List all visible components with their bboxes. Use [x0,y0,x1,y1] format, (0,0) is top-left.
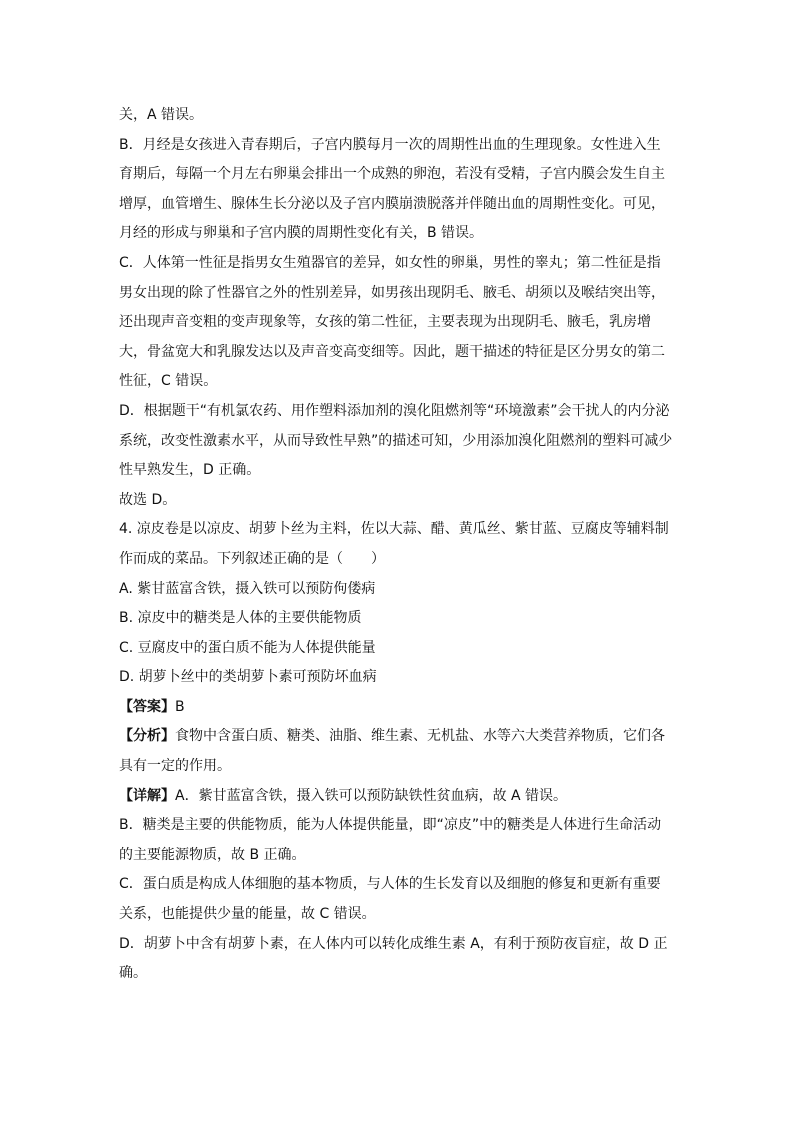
text-line: 大，骨盆宽大和乳腺发达以及声音变高变细等。因此，题干描述的特征是区分男女的第二 [119,343,665,360]
text-line: 性早熟发生，D 正确。 [119,462,261,479]
question-stem: 4. 凉皮卷是以凉皮、胡萝卜丝为主料，佐以大蒜、醋、黄瓜丝、紫甘蓝、豆腐皮等辅料制 [119,521,669,538]
detail-text: A．紫甘蓝富含铁，摄入铁可以预防缺铁性贫血病，故 A 错误。 [175,787,568,804]
detail-line [119,782,679,812]
text-line: 育期后，每隔一个月左右卵巢会排出一个成熟的卵泡，若没有受精，子宫内膜会发生自主 [119,166,665,183]
text-line: B．月经是女孩进入青春期后，子宫内膜每月一次的周期性出血的生理现象。女性进入生 [119,136,661,153]
analysis-label: 【分析】 [119,728,175,745]
text-line: D．胡萝卜中含有胡萝卜素，在人体内可以转化成维生素 A，有利于预防夜盲症，故 D 正 [119,935,668,952]
text-line: 的主要能源物质，故 B 正确。 [119,846,306,863]
analysis-text: 食物中含蛋白质、糖类、油脂、维生素、无机盐、水等六大类营养物质，它们各 [175,728,665,745]
answer-label: 【答案】 [119,698,175,715]
document-body [119,101,679,989]
option-d: D. 胡萝卜丝中的类胡萝卜素可预防坏血病 [119,669,377,686]
text-line: 月经的形成与卵巢和子宫内膜的周期性变化有关，B 错误。 [119,225,484,242]
text-line: 确。 [119,965,147,982]
option-b: B. 凉皮中的糖类是人体的主要供能物质 [119,610,362,627]
text-line: 还出现声音变粗的变声现象等，女孩的第二性征，主要表现为出现阴毛、腋毛，乳房增 [119,314,651,331]
text-line: 具有一定的作用。 [119,758,231,775]
analysis-line [119,722,679,752]
text-line: 性征，C 错误。 [119,373,218,390]
option-c: C. 豆腐皮中的蛋白质不能为人体提供能量 [119,639,376,656]
answer-line [119,693,679,723]
text-line: 系统，改变性激素水平，从而导致性早熟”的描述可知，少用添加溴化阻燃剂的塑料可减少 [119,432,673,449]
text-line: C．人体第一性征是指男女生殖器官的差异，如女性的卵巢，男性的睾丸；第二性征是指 [119,254,661,271]
option-a: A. 紫甘蓝富含铁，摄入铁可以预防佝偻病 [119,580,376,597]
text-line: D．根据题干“有机氯农药、用作塑料添加剂的溴化阻燃剂等“环境激素”会干扰人的内分泌 [119,402,670,419]
text-line: 关系，也能提供少量的能量，故 C 错误。 [119,906,376,923]
text-line: 故选 D。 [119,491,177,508]
text-line: 增厚，血管增生、腺体生长分泌以及子宫内膜崩溃脱落并伴随出血的周期性变化。可见， [119,195,665,212]
text-line: B．糖类是主要的供能物质，能为人体提供能量，即“凉皮”中的糖类是人体进行生命活动 [119,817,662,834]
text-line: 关，A 错误。 [119,107,204,123]
answer-value: B [175,698,185,715]
question-stem: 作而成的菜品。下列叙述正确的是（ ） [119,550,385,567]
text-line: 男女出现的除了性器官之外的性别差异，如男孩出现阴毛、腋毛、胡须以及喉结突出等， [119,284,665,301]
text-line: C．蛋白质是构成人体细胞的基本物质，与人体的生长发育以及细胞的修复和更新有重要 [119,876,661,893]
detail-label: 【详解】 [119,787,175,804]
